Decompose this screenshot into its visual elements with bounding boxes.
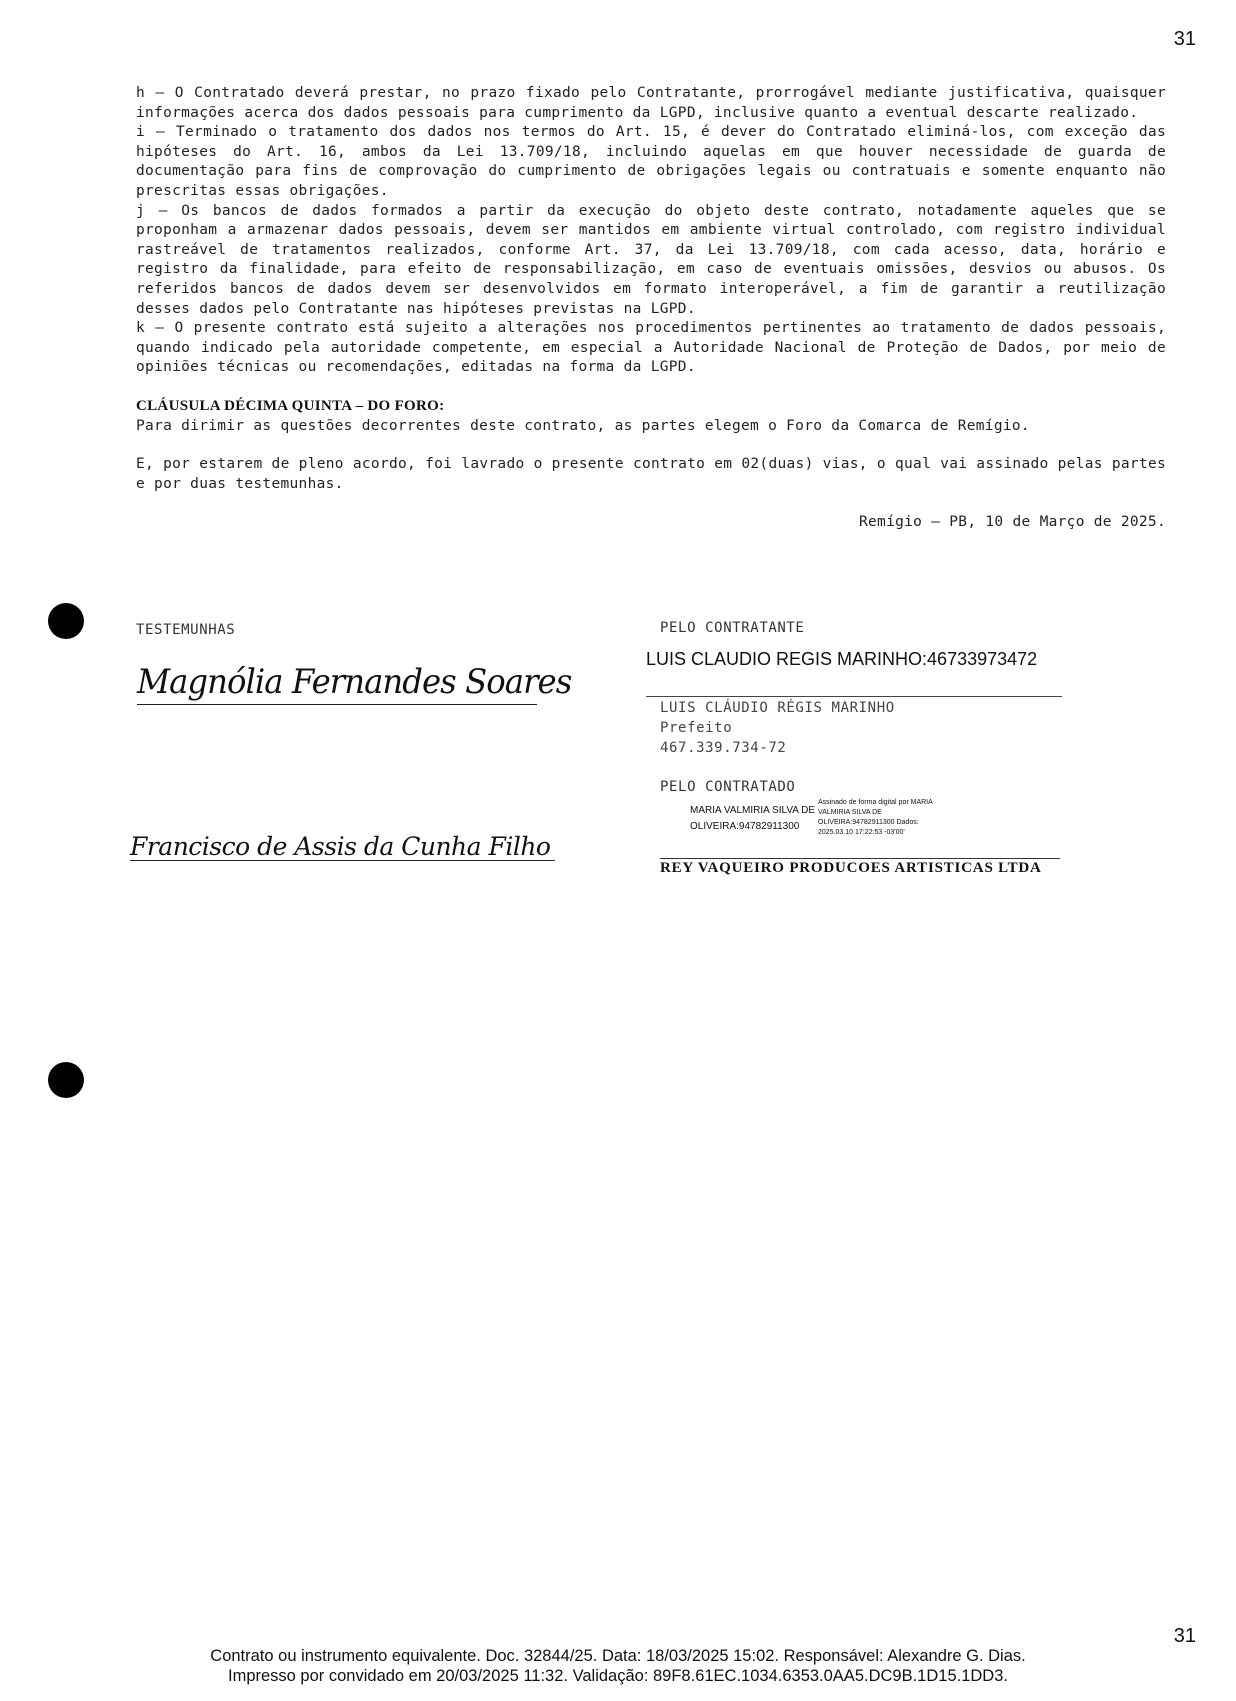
punch-hole	[48, 603, 84, 639]
place-date: Remígio – PB, 10 de Março de 2025.	[858, 514, 1166, 531]
foro-text: Para dirimir as questões decorrentes deste contrato, as partes elegem o Foro da Comarca de Remígio.	[136, 417, 1030, 434]
signature-line	[130, 860, 555, 861]
contract-body	[136, 84, 1166, 533]
witness-signature-1: Magnólia Fernandes Soares	[137, 662, 572, 702]
contractor-cpf: 467.339.734-72	[660, 740, 787, 756]
punch-hole	[48, 1062, 84, 1098]
clause-j: j – Os bancos de dados formados a partir da execução do objeto deste contrato, notadamente aqueles que se proponham a armazenar dados pessoais, devem ser mantidos em ambiente virtual controlado, com registro individual rastreável de tratamentos realizados, conforme Art. 37, da Lei 13.709/18, com cada acesso, data, horário e registro da finalidade, para efeito de responsabilização, em caso de eventuais omissões, desvios ou abusos. Os referidos bancos de dados devem ser desenvolvidos em formato interoperável, a fim de garantir a reutilização desses dados pelo Contratante nas hipóteses previstas na LGPD.	[136, 202, 1166, 317]
page-number-top: 31	[1173, 28, 1196, 50]
signature-line	[137, 704, 537, 705]
page-number-bottom: 31	[1173, 1625, 1196, 1647]
clause-h: h – O Contratado deverá prestar, no prazo fixado pelo Contratante, prorrogável mediante justificativa, quaisquer informações acerca dos dados pessoais para cumprimento da LGPD, inclusive quanto a eventual descarte realizado.	[136, 85, 1166, 121]
contractor-label: PELO CONTRATANTE	[660, 620, 805, 636]
clause-k: k – O presente contrato está sujeito a alterações nos procedimentos pertinentes ao tratamento de dados pessoais, quando indicado pela autoridade competente, em especial a Autoridade Nacional de Proteção de Dados, por meio de opiniões técnicas ou recomendações, editadas na forma da LGPD.	[136, 320, 1166, 376]
clause-i: i – Terminado o tratamento dos dados nos termos do Art. 15, é dever do Contratado eliminá-los, com exceção das hipóteses do Art. 16, ambos da Lei 13.709/18, incluindo aquelas em que houver necessidade de guarda de documentação para fins de comprovação do cumprimento de obrigações legais ou contratuais e somente enquanto não prescritas essas obrigações.	[136, 124, 1166, 199]
signature-line	[660, 858, 1060, 859]
signature-line	[646, 696, 1062, 697]
contracted-company: REY VAQUEIRO PRODUCOES ARTISTICAS LTDA	[660, 860, 1042, 876]
contracted-signature-detail: Assinado de forma digital por MARIA VALMIRIA SILVA DE OLIVEIRA:94782911300 Dados: 2025.03.10 17:22:53 -03'00'	[818, 799, 933, 836]
footer-line-2: Impresso por convidado em 20/03/2025 11:32. Validação: 89F8.61EC.1034.6353.0AA5.DC9B.1D15.1DD3.	[228, 1667, 1008, 1685]
contracted-digital-signature: MARIA VALMIRIA SILVA DE OLIVEIRA:94782911300	[690, 805, 816, 832]
foro-title: CLÁUSULA DÉCIMA QUINTA – DO FORO:	[136, 397, 445, 414]
contractor-role: Prefeito	[660, 720, 733, 736]
contractor-name: LUIS CLÁUDIO RÉGIS MARINHO	[660, 700, 895, 716]
footer-line-1: Contrato ou instrumento equivalente. Doc. 32844/25. Data: 18/03/2025 15:02. Responsável: Alexandre G. Dias.	[210, 1647, 1026, 1665]
closing-text: E, por estarem de pleno acordo, foi lavrado o presente contrato em 02(duas) vias, o qual vai assinado pelas partes e por duas testemunhas.	[136, 456, 1166, 492]
witness-signature-2: Francisco de Assis da Cunha Filho	[130, 832, 551, 861]
contractor-digital-signature: LUIS CLAUDIO REGIS MARINHO:46733973472	[646, 649, 1038, 669]
witnesses-label: TESTEMUNHAS	[136, 622, 236, 638]
contracted-label: PELO CONTRATADO	[660, 779, 796, 795]
